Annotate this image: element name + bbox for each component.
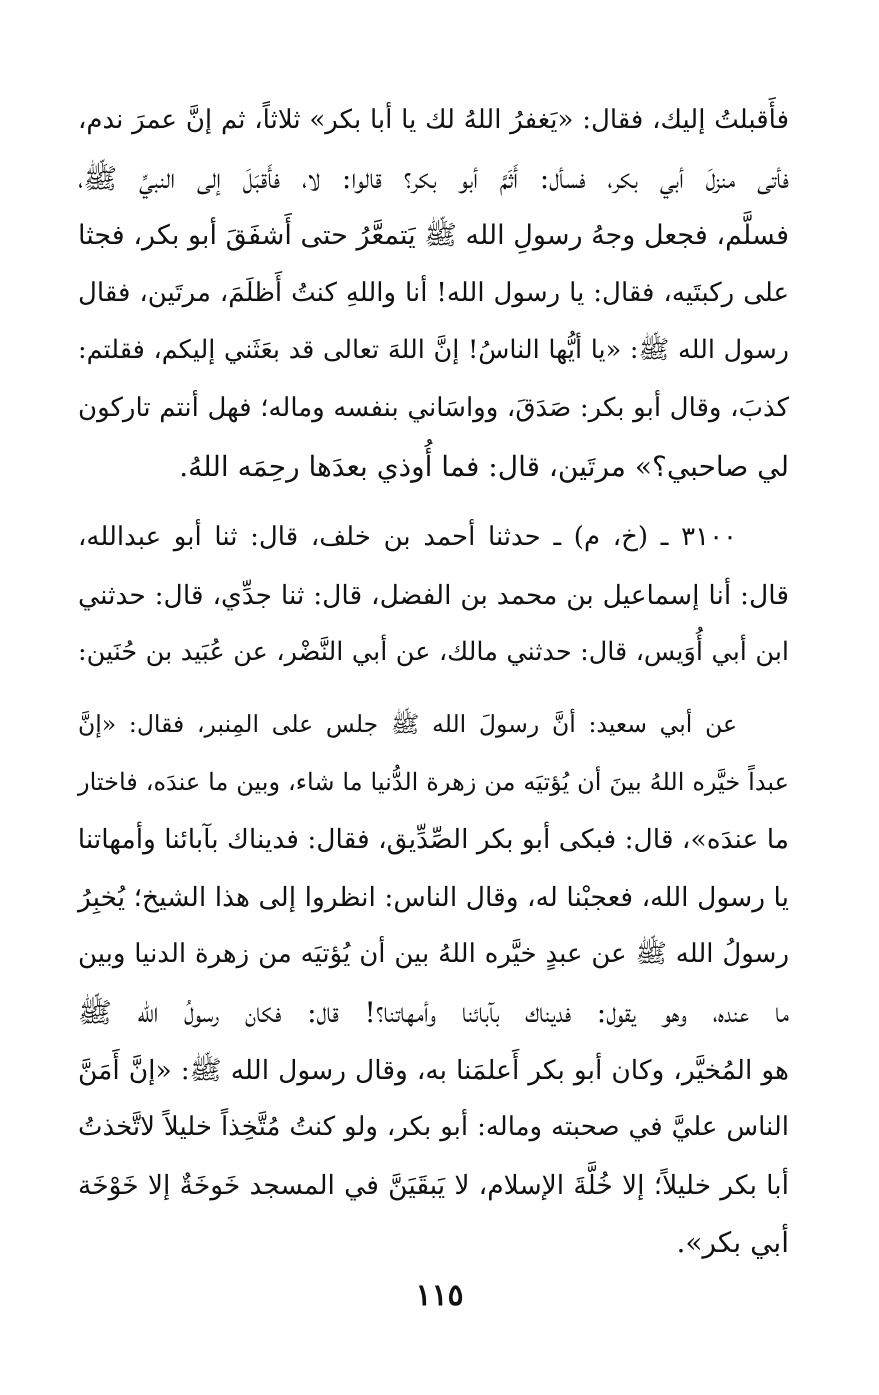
text-line: كذبَ، وقال أبو بكر: صَدَقَ، وواسَاني بنفسه وماله؛ فهل أنتم تاركون xyxy=(78,392,789,423)
text-line: قال: أنا إسماعيل بن محمد بن الفضل، قال: ثنا جدِّي، قال: حدثني xyxy=(78,579,789,611)
text-line: لي صاحبي؟» مرتَين، قال: فما أُوذي بعدَها رحِمَه اللهُ. xyxy=(179,449,789,483)
text-line: رسول الله ﷺ: «يا أيُّها الناسُ! إنَّ اللهَ تعالى قد بعَثَني إليكم، فقلتم: xyxy=(78,335,789,366)
text-line: رسولُ الله ﷺ عن عبدٍ خيَّره اللهُ بين أن يُؤتيَه من زهرة الدنيا وبين xyxy=(78,939,789,970)
text-line: ابن أبي أُوَيس، قال: حدثني مالك، عن أبي النَّضْر، عن عُبَيد بن حُنَين: xyxy=(78,637,789,668)
text-line: أبا بكر خليلاً؛ إلا خُلَّةَ الإسلام، لا يَبقَيَنَّ في المسجد خَوخَةٌ إلا خَوْخَة xyxy=(78,1169,789,1201)
paragraph-hadith-matn xyxy=(78,696,789,1272)
text-line: هو المُخيَّر، وكان أبو بكر أَعلمَنا به، وقال رسول الله ﷺ: «إنَّ أَمَنَّ xyxy=(78,1054,789,1086)
text-line: عن أبي سعيد: أنَّ رسولَ الله ﷺ جلس على المِنبر، فقال: «إنَّ xyxy=(78,709,737,738)
page-body xyxy=(78,92,789,1272)
text-line: فأَقبلتُ إليك، فقال: «يَغفرُ اللهُ لك يا أبا بكر» ثلاثاً، ثم إنَّ عمرَ ندم، xyxy=(78,105,789,135)
text-line: على ركبتَيه، فقال: يا رسول الله! أنا واللهِ كنتُ أَظلَمَ، مرتَين، فقال xyxy=(78,277,789,308)
text-line: فأتى منزلَ أبي بكر، فسأل: أَثَمَّ أبو بكر؟ قالوا: لا، فأَقبَلَ إلى النبيِّ ﷺ، xyxy=(78,161,789,195)
text-line: ما عندَه»، قال: فبكى أبو بكر الصِّدِّيق، فقال: فديناك بآبائنا وأمهاتنا xyxy=(77,824,789,856)
paragraph-1 xyxy=(78,92,789,495)
text-line: فسلَّم، فجعل وجهُ رسولِ الله ﷺ يَتمعَّرُ حتى أَشفَقَ أبو بكر، فجثا xyxy=(78,220,789,252)
text-line: أبي بكر». xyxy=(676,1226,789,1260)
text-line: الناس عليَّ في صحبته وماله: أبو بكر، ولو كنتُ مُتَّخِذاً خليلاً لاتَّخذتُ xyxy=(78,1112,789,1143)
paragraph-hadith-isnad xyxy=(78,509,789,682)
hadith-number-line: ٣١٠٠ ـ (خ، م) ـ حدثنا أحمد بن خلف، قال: ثنا أبو عبدالله، xyxy=(78,522,737,553)
text-line: يا رسول الله، فعجبْنا له، وقال الناس: انظروا إلى هذا الشيخ؛ يُخبِرُ xyxy=(78,881,789,913)
text-line: عبداً خيَّره اللهُ بينَ أن يُؤتيَه من زهرة الدُّنيا ما شاء، وبين ما عندَه، فاختار xyxy=(78,767,789,796)
page-number: ١١٥ xyxy=(415,1278,464,1313)
text-line: ما عنده، وهو يقول: فديناك بآبائنا وأمهاتنا؟! قال: فكان رسولُ الله ﷺ xyxy=(78,995,789,1029)
